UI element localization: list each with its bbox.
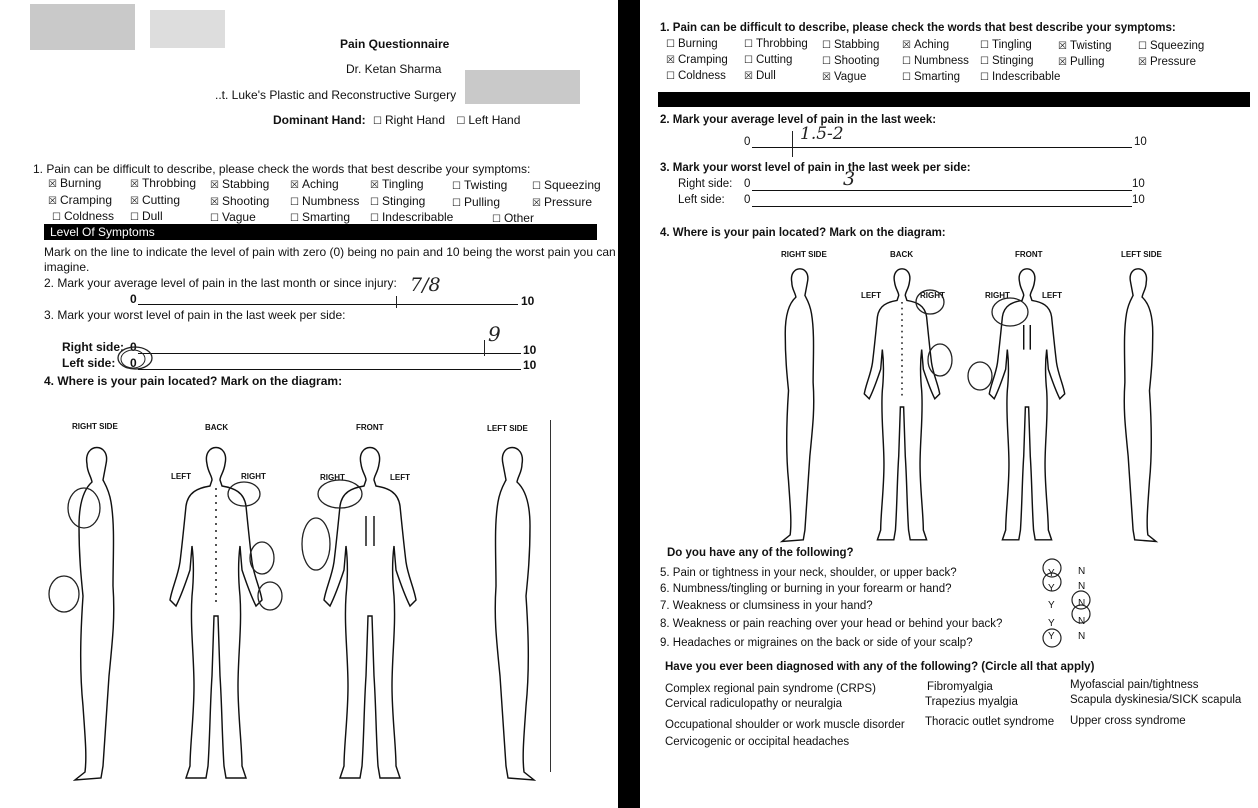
checkbox-icon[interactable]: ☐ (666, 71, 675, 82)
question-2: 2. Mark your average level of pain in the last week: (660, 114, 937, 126)
left-tag: LEFT (1042, 291, 1062, 300)
symptom-label: Pressure (543, 194, 592, 209)
view-label: BACK (890, 250, 914, 259)
diagnosis-option[interactable]: Fibromyalgia (927, 681, 993, 693)
left-tag: LEFT (171, 472, 191, 481)
scale-min: 0 (744, 178, 751, 190)
symptom-label: Numbness (913, 54, 969, 67)
diagnosis-option[interactable]: Complex regional pain syndrome (CRPS) (665, 683, 876, 695)
right-questionnaire-page (640, 0, 1258, 808)
yn-question: 8. Weakness or pain reaching over your head or behind your back? (660, 618, 1003, 630)
view-label: BACK (205, 423, 229, 432)
checked-box-icon[interactable]: ☒ (370, 180, 379, 192)
doctor-name: Dr. Ketan Sharma (346, 62, 442, 76)
yes-option[interactable]: Y (1048, 600, 1055, 611)
rside-figure (75, 448, 114, 781)
question-4: 4. Where is your pain located? Mark on the diagram: (44, 374, 343, 388)
symptom-label: Cutting (755, 54, 793, 67)
checkbox-icon[interactable]: ☐ (370, 197, 379, 209)
answer-circles-icon (1035, 552, 1115, 652)
back-figure (170, 448, 262, 779)
checkbox-icon[interactable]: ☐ (822, 39, 831, 51)
diagnosis-option[interactable]: Upper cross syndrome (1070, 715, 1186, 727)
checkbox-icon[interactable]: ☐ (130, 212, 139, 224)
symptom-label: Throbbing (755, 38, 808, 51)
left-side-label: Left side: (62, 356, 116, 370)
no-option[interactable]: N (1078, 598, 1086, 609)
symptom-label: Pulling (1069, 55, 1105, 68)
scale-max: 10 (1134, 136, 1147, 148)
practice-name: ..t. Luke's Plastic and Reconstructive Surgery (215, 88, 457, 102)
handwritten-answer: 3 (843, 168, 856, 190)
dominant-hand-label: Dominant Hand: (273, 113, 366, 127)
yn-question: 7. Weakness or clumsiness in your hand? (660, 600, 873, 612)
symptom-label: Twisting (463, 177, 508, 192)
page-gutter (618, 0, 640, 808)
checkbox-icon[interactable]: ☐ (902, 71, 911, 83)
checked-box-icon[interactable]: ☒ (1138, 56, 1147, 68)
level-header: Level Of Symptoms (50, 225, 155, 239)
body-diagram[interactable] (0, 0, 618, 808)
view-label: RIGHT SIDE (72, 422, 118, 431)
symptom-label: Dull (141, 209, 163, 224)
symptom-label: Shooting (221, 193, 270, 208)
symptom-label: Numbness (301, 193, 360, 208)
checkbox-icon[interactable]: ☐ (452, 197, 461, 209)
checkbox-icon[interactable]: ☐ (370, 213, 379, 225)
scale-min: 0 (130, 292, 137, 306)
left-tag: LEFT (390, 473, 410, 482)
checkbox-icon[interactable]: ☐ (456, 116, 466, 127)
checkbox-icon[interactable]: ☐ (290, 212, 299, 224)
left-side-label: Left side: (678, 194, 725, 206)
scale-min: 0 (130, 340, 137, 354)
checkbox-icon[interactable]: ☐ (902, 55, 911, 67)
symptom-label: Vague (221, 209, 256, 224)
instructions: Mark on the line to indicate the level of pain with zero (0) being no pain and 10 being the worst pain you can imagine. (44, 245, 616, 274)
checkbox-icon[interactable]: ☐ (980, 72, 989, 84)
checked-box-icon[interactable]: ☒ (48, 179, 57, 190)
left-tag: LEFT (861, 291, 881, 300)
symptom-label: Dull (755, 70, 776, 83)
question-3: 3. Mark your worst level of pain in the last week per side: (660, 162, 971, 174)
checkbox-icon[interactable]: ☐ (980, 56, 989, 68)
form-title: Pain Questionnaire (340, 37, 450, 51)
checked-box-icon[interactable]: ☒ (130, 196, 139, 208)
checked-box-icon[interactable]: ☒ (744, 71, 753, 83)
diagnosis-option[interactable]: Scapula dyskinesia/SICK scapula (1070, 694, 1242, 706)
yn-question: 9. Headaches or migraines on the back or side of your scalp? (660, 637, 973, 649)
yes-option[interactable]: Y (1048, 618, 1055, 629)
view-label: FRONT (1015, 250, 1043, 259)
front-figure (989, 269, 1064, 540)
symptom-label: Cramping (677, 54, 728, 66)
view-label: FRONT (356, 423, 384, 432)
question-3: 3. Mark your worst level of pain in the last week per side: (44, 308, 346, 322)
checkbox-icon[interactable]: ☐ (373, 116, 382, 127)
yes-option[interactable]: Y (1048, 568, 1055, 579)
symptom-label: Tingling (991, 39, 1032, 52)
diagnosis-option[interactable]: Myofascial pain/tightness (1070, 679, 1199, 691)
checked-box-icon[interactable]: ☒ (48, 196, 57, 207)
scale-min: 0 (130, 356, 137, 370)
checked-box-icon[interactable]: ☒ (902, 39, 911, 51)
symptom-label: Stabbing (833, 38, 880, 51)
symptom-label: Burning (677, 38, 718, 50)
back-figure (864, 269, 939, 540)
right-hand-option: Right Hand (384, 113, 446, 127)
left-questionnaire-page (0, 0, 618, 808)
diagnosis-option[interactable]: Trapezius myalgia (925, 696, 1018, 708)
symptom-label: Smarting (301, 209, 350, 224)
right-side-label: Right side: (678, 178, 733, 190)
view-label: RIGHT SIDE (781, 250, 827, 259)
checked-box-icon[interactable]: ☒ (130, 179, 139, 191)
checked-box-icon[interactable]: ☒ (822, 71, 831, 83)
symptom-label: Cutting (141, 193, 180, 208)
scale-max: 10 (523, 358, 537, 372)
question-1: 1. Pain can be difficult to describe, please check the words that best describe your symptoms: (33, 162, 531, 176)
question-1: 1. Pain can be difficult to describe, please check the words that best describe your symptoms: (660, 22, 1176, 34)
symptom-label: Smarting (913, 70, 960, 83)
symptom-label: Squeezing (543, 177, 601, 192)
checkbox-icon[interactable]: ☐ (666, 39, 675, 50)
scale-min: 0 (744, 136, 751, 148)
symptom-label: Coldness (63, 209, 114, 223)
symptom-label: Twisting (1069, 39, 1112, 52)
checkbox-icon[interactable]: ☐ (744, 39, 753, 51)
checkbox-icon[interactable]: ☐ (744, 55, 753, 67)
pain-mark-circle (916, 290, 944, 314)
symptom-label: Stinging (991, 55, 1034, 68)
diagnosis-option[interactable]: Cervical radiculopathy or neuralgia (665, 698, 843, 710)
scale-min: 0 (744, 194, 751, 206)
symptom-label: Indescribable (381, 210, 454, 225)
yn-question: 5. Pain or tightness in your neck, shoulder, or upper back? (660, 567, 957, 579)
diagnosis-option[interactable]: Occupational shoulder or work muscle disorder (665, 719, 905, 731)
checked-box-icon[interactable]: ☒ (532, 197, 541, 209)
checkbox-icon[interactable]: ☐ (1138, 40, 1147, 52)
diagnosis-option[interactable]: Thoracic outlet syndrome (925, 716, 1055, 728)
pain-mark-circle (992, 298, 1028, 326)
handwritten-answer: 9 (488, 322, 501, 346)
symptom-label: Throbbing (141, 176, 197, 191)
right-side-label: Right side: (62, 340, 124, 354)
front-figure (324, 448, 416, 779)
checkbox-icon[interactable]: ☐ (210, 212, 219, 224)
yes-option[interactable]: Y (1048, 583, 1055, 594)
diagnosis-question: Have you ever been diagnosed with any of the following? (Circle all that apply) (665, 661, 1095, 673)
scale-max: 10 (1132, 178, 1145, 190)
question-4: 4. Where is your pain located? Mark on the diagram: (660, 227, 946, 239)
no-option[interactable]: N (1078, 566, 1086, 577)
checked-box-icon[interactable]: ☒ (210, 196, 219, 208)
lside-figure (495, 448, 534, 781)
symptom-label: Aching (301, 176, 339, 191)
pain-mark-circle (228, 482, 260, 506)
right-tag: RIGHT (320, 473, 345, 482)
no-option[interactable]: N (1078, 616, 1086, 627)
checkbox-icon[interactable]: ☐ (492, 213, 501, 225)
handwritten-answer: 7/8 (410, 274, 441, 296)
view-label: LEFT SIDE (1121, 250, 1162, 259)
section-heading: Do you have any of the following? (667, 547, 854, 559)
symptom-label: Indescribable (991, 71, 1061, 84)
checkbox-icon[interactable]: ☐ (822, 55, 831, 67)
checked-box-icon[interactable]: ☒ (1058, 56, 1067, 68)
right-tag: RIGHT (241, 472, 266, 481)
scale-max: 10 (1132, 194, 1145, 206)
checked-box-icon[interactable]: ☒ (290, 179, 299, 191)
checked-box-icon[interactable]: ☒ (666, 55, 675, 66)
handwritten-answer: 1.5-2 (800, 124, 844, 144)
scale-max: 10 (523, 343, 537, 357)
checkbox-icon[interactable]: ☐ (290, 196, 299, 208)
symptom-label: Pressure (1149, 55, 1196, 68)
symptom-label: Pulling (463, 194, 500, 209)
pain-mark-circle (968, 362, 992, 390)
left-hand-option: Left Hand (468, 113, 521, 127)
pain-mark-circle (49, 576, 79, 612)
no-option[interactable]: N (1078, 581, 1086, 592)
symptom-label: Cramping (59, 193, 112, 207)
right-tag: RIGHT (985, 291, 1010, 300)
diagnosis-option[interactable]: Cervicogenic or occipital headaches (665, 736, 850, 748)
checkbox-icon[interactable]: ☐ (980, 40, 989, 52)
checkbox-icon[interactable]: ☐ (452, 180, 461, 192)
checked-box-icon[interactable]: ☒ (1058, 40, 1067, 52)
rside-figure (782, 269, 814, 542)
symptom-label: Coldness (677, 70, 726, 82)
symptom-label: Squeezing (1149, 39, 1205, 52)
symptom-label: Shooting (833, 54, 880, 67)
checkbox-icon[interactable]: ☐ (52, 212, 61, 223)
symptom-label: Other (503, 210, 534, 225)
view-label: LEFT SIDE (487, 424, 528, 433)
lside-figure (1124, 269, 1156, 542)
symptom-label: Burning (59, 176, 102, 190)
pain-mark-circle (250, 542, 274, 574)
pain-mark-circle (302, 518, 330, 570)
question-2: 2. Mark your average level of pain in the last month or since injury: (44, 276, 397, 290)
symptom-label: Aching (913, 38, 950, 51)
symptom-label: Stabbing (221, 176, 270, 191)
right-tag: RIGHT (920, 291, 945, 300)
scale-max: 10 (521, 294, 535, 308)
checked-box-icon[interactable]: ☒ (210, 179, 219, 191)
yn-question: 6. Numbness/tingling or burning in your forearm or hand? (660, 583, 952, 595)
checkbox-icon[interactable]: ☐ (532, 180, 541, 192)
yes-option[interactable]: Y (1048, 631, 1055, 642)
symptom-label: Tingling (381, 177, 424, 192)
symptom-label: Stinging (381, 194, 426, 209)
symptom-label: Vague (833, 70, 867, 83)
no-option[interactable]: N (1078, 631, 1086, 642)
